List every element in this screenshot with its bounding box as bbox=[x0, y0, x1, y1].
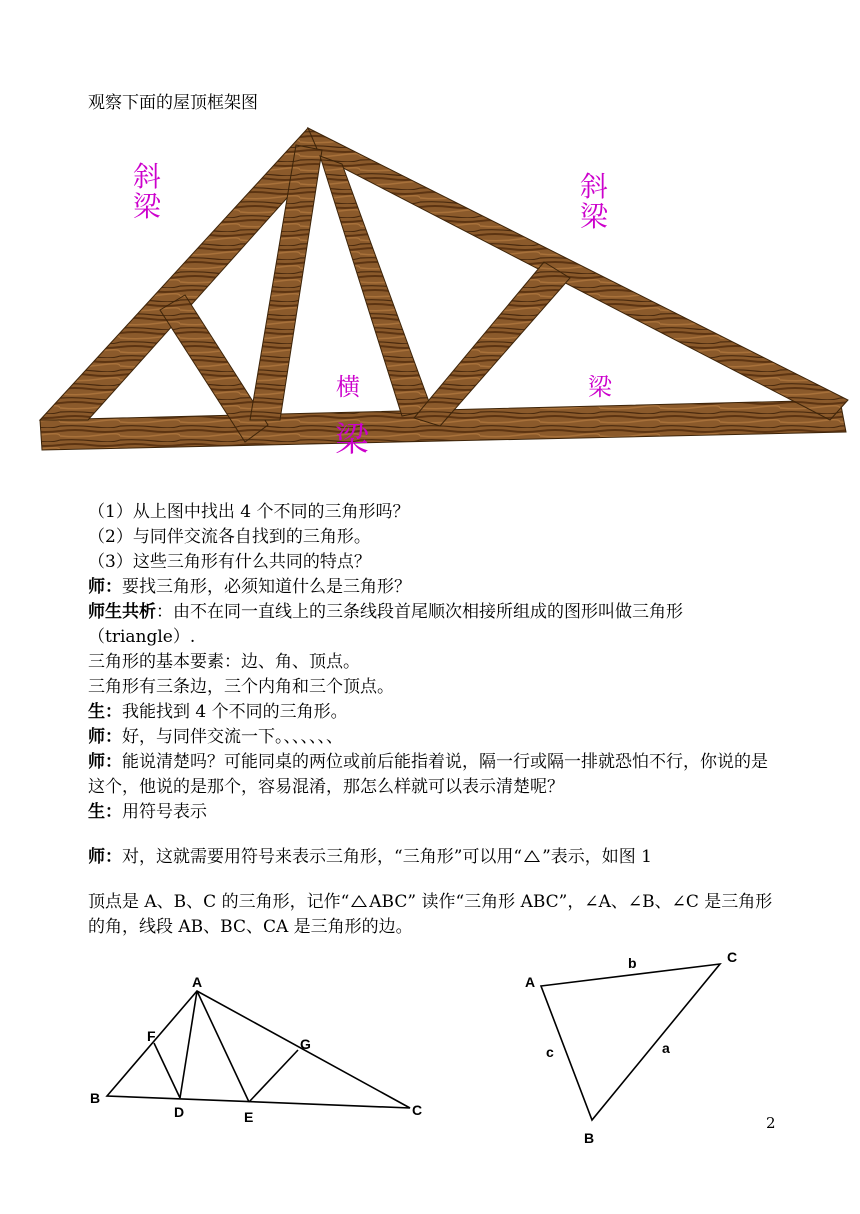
label-D: D bbox=[174, 1104, 185, 1120]
symbol-paragraph bbox=[88, 845, 778, 870]
roof-label-beam-liang-right: 梁 bbox=[588, 373, 612, 401]
symbol-text-1: 对，这就需要用符号来表示三角形，“三角形”可以用“ bbox=[122, 847, 523, 867]
question-1: （1）从上图中找出 4 个不同的三角形吗？ bbox=[88, 502, 410, 522]
symbol-text-2: ”表示，如图 1 bbox=[542, 847, 652, 867]
speaker: 师： bbox=[88, 752, 122, 772]
notation-text-2: ABC” 读作“三角形 ABC”，∠A、∠B、∠C 是三角形的角，线段 AB、BC、CA 是三角形的边。 bbox=[88, 892, 773, 937]
label-A: A bbox=[525, 974, 536, 990]
triangle-symbol-icon bbox=[351, 895, 367, 907]
label-G: G bbox=[300, 1036, 311, 1052]
question-3: （3）这些三角形有什么共同的特点？ bbox=[88, 552, 371, 572]
label-F: F bbox=[147, 1028, 156, 1044]
intro-text: 观察下面的屋顶框架图 bbox=[88, 93, 258, 113]
dialogue-text: 三角形的基本要素：边、角、顶点。 bbox=[88, 652, 360, 672]
dialogue-text: 能说清楚吗？可能同桌的两位或前后能指着说，隔一行或隔一排就恐怕不行，你说的是这个，他说的是那个，容易混淆，那怎么样就可以表示清楚呢？ bbox=[88, 752, 768, 797]
speaker: 师： bbox=[88, 847, 122, 867]
notation-text-1: 顶点是 A、B、C 的三角形，记作“ bbox=[88, 892, 350, 912]
roof-label-right-rafter bbox=[580, 172, 608, 232]
figure-triangle-abc-subdivided bbox=[80, 975, 440, 1135]
speaker: 师： bbox=[88, 727, 122, 747]
dialogue-line bbox=[88, 575, 778, 600]
figure-triangle-abc-sides bbox=[520, 950, 760, 1150]
label-side-a: a bbox=[662, 1040, 670, 1056]
roof-label-char: 梁 bbox=[133, 190, 162, 223]
segment-fd bbox=[154, 1043, 180, 1098]
dialogue-text: ：由不在同一直线上的三条线段首尾顺次相接所组成的图形叫做三角形（triangle）. bbox=[88, 602, 683, 647]
label-side-b: b bbox=[628, 955, 637, 971]
dialogue-text: 要找三角形，必须知道什么是三角形？ bbox=[122, 577, 411, 597]
dialogue-text: 好，与同伴交流一下。、、、、、、 bbox=[122, 727, 343, 747]
label-C: C bbox=[412, 1102, 423, 1118]
speaker: 师： bbox=[88, 577, 122, 597]
lesson-content bbox=[88, 500, 778, 940]
dialogue-line bbox=[88, 750, 778, 800]
triangle-abc-outline bbox=[107, 991, 410, 1108]
dialogue-line bbox=[88, 650, 778, 675]
segment-ae bbox=[197, 991, 249, 1102]
speaker: 生： bbox=[88, 702, 122, 722]
strut-right bbox=[414, 262, 570, 426]
label-C: C bbox=[727, 950, 738, 965]
roof-label-char: 斜 bbox=[580, 170, 609, 203]
roof-label-char: 斜 bbox=[133, 160, 162, 193]
speaker: 生： bbox=[88, 802, 122, 822]
dialogue-text: 用符号表示 bbox=[122, 802, 207, 822]
label-E: E bbox=[244, 1109, 254, 1125]
dialogue-line bbox=[88, 725, 778, 750]
notation-paragraph bbox=[88, 890, 778, 940]
label-A: A bbox=[192, 975, 203, 990]
question-2: （2）与同伴交流各自找到的三角形。 bbox=[88, 527, 371, 547]
segment-eg bbox=[249, 1050, 298, 1102]
dialogue-text: 我能找到 4 个不同的三角形。 bbox=[122, 702, 348, 722]
label-side-c: c bbox=[546, 1044, 554, 1060]
dialogue-line bbox=[88, 800, 778, 825]
roof-label-beam-heng: 横 bbox=[336, 373, 360, 401]
speaker: 师生共析 bbox=[88, 602, 156, 622]
label-B: B bbox=[90, 1090, 101, 1106]
roof-label-beam-liang: 梁 bbox=[335, 420, 369, 460]
roof-frame-illustration bbox=[0, 120, 860, 470]
dialogue-line bbox=[88, 700, 778, 725]
dialogue-line bbox=[88, 600, 778, 650]
roof-label-char: 梁 bbox=[580, 200, 609, 233]
dialogue-text: 三角形有三条边，三个内角和三个顶点。 bbox=[88, 677, 394, 697]
dialogue-line bbox=[88, 675, 778, 700]
page-number: 2 bbox=[766, 1114, 776, 1132]
label-B: B bbox=[584, 1130, 595, 1146]
triangle-symbol-icon bbox=[524, 850, 540, 862]
triangle-abc-outline bbox=[541, 964, 720, 1120]
roof-label-left-rafter bbox=[133, 162, 161, 222]
